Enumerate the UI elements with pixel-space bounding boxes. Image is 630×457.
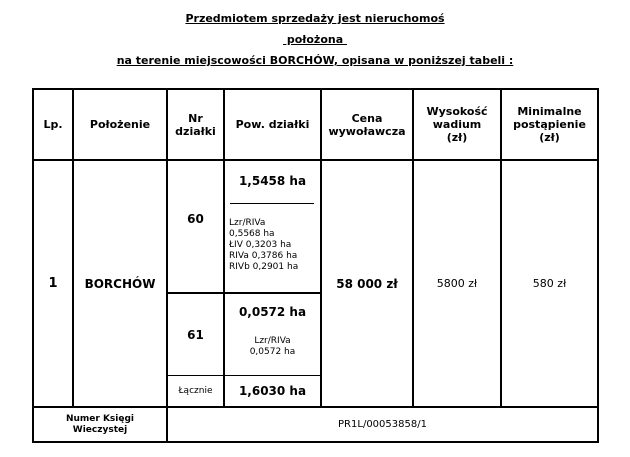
parcel-61-detail-2: 0,0572 ha <box>249 347 296 357</box>
table-border-bottom <box>32 441 599 443</box>
total-label: Łącznie <box>178 386 213 396</box>
parcel-60-details <box>229 218 319 280</box>
footer-label: Numer Księgi Wieczystej <box>65 413 135 435</box>
header-nr-dzialki: Nr działki <box>175 111 216 138</box>
table-border-right <box>597 88 599 443</box>
row-lp: 1 <box>48 276 58 291</box>
footer-value: PR1L/00053858/1 <box>338 419 427 430</box>
parcel-60-detail-5: RIVb 0,2901 ha <box>229 262 299 272</box>
row-cena: 58 000 zł <box>336 276 398 291</box>
heading-line-1: Przedmiotem sprzedaży jest nieruchomoś <box>185 12 445 25</box>
parcel-60-detail-1: Lzr/RIVa <box>229 218 266 228</box>
header-lp: Lp. <box>43 118 63 131</box>
header-polozenie: Położenie <box>89 118 151 131</box>
header-pow-dzialki: Pow. działki <box>235 118 310 131</box>
area-underline <box>230 203 314 204</box>
parcel-60-detail-4: RIVa 0,3786 ha <box>229 251 298 261</box>
parcel-61-details <box>225 335 320 359</box>
parcel-60-area: 1,5458 ha <box>238 174 307 188</box>
heading-line-3: na terenie miejscowości BORCHÓW, opisana w poniższej tabeli : <box>116 54 514 67</box>
heading-line-2: położona <box>283 33 347 46</box>
header-postapienie: Minimalne postąpienie (zł) <box>513 105 586 144</box>
parcel-61-area: 0,0572 ha <box>238 305 307 319</box>
parcel-60-number: 60 <box>187 212 204 226</box>
parcel-61-number: 61 <box>187 327 204 342</box>
parcel-61-detail-1: Lzr/RIVa <box>254 336 291 346</box>
row-postapienie: 580 zł <box>532 277 567 290</box>
parcel-60-detail-3: ŁIV 0,3203 ha <box>229 240 292 250</box>
row-wadium: 5800 zł <box>436 277 478 290</box>
row-polozenie: BORCHÓW <box>84 276 156 291</box>
header-cena: Cena wywoławcza <box>328 111 406 138</box>
total-area: 1,6030 ha <box>238 384 307 398</box>
header-wadium: Wysokość wadium (zł) <box>426 105 488 144</box>
parcel-60-detail-2: 0,5568 ha <box>229 229 275 239</box>
